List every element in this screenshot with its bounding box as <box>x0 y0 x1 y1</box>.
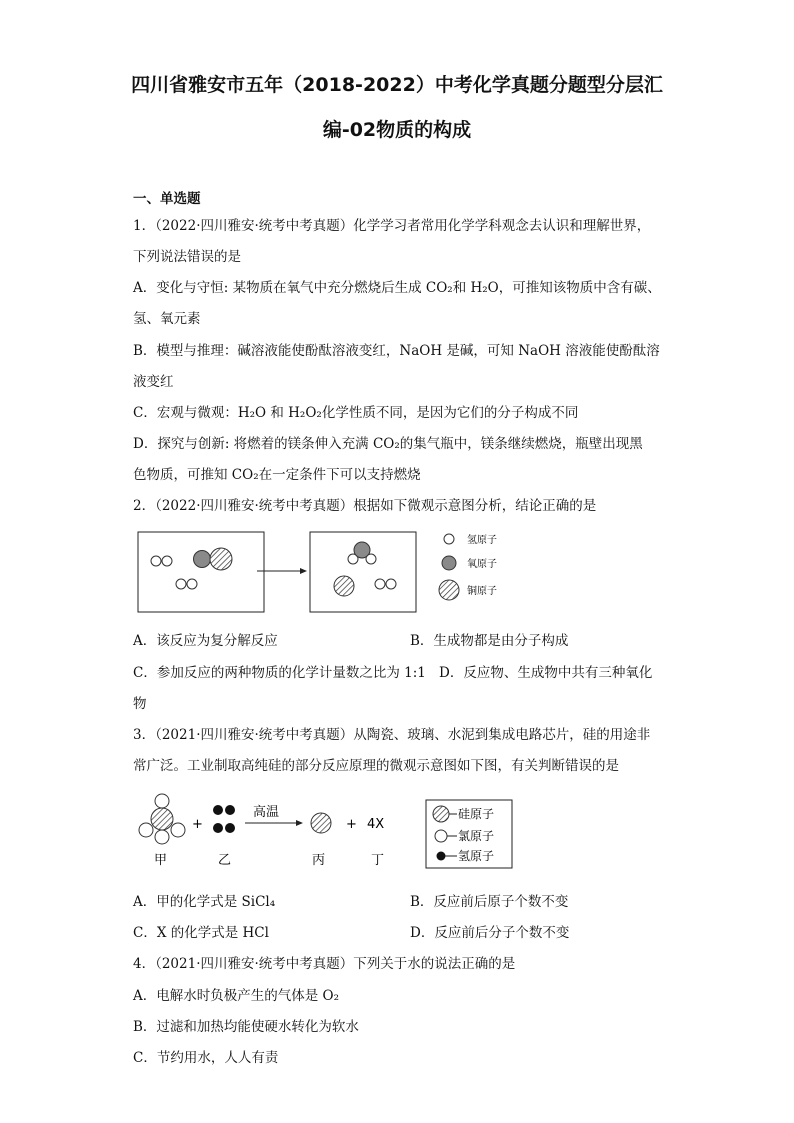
q1-option-c: C．宏观与微观：H₂O 和 H₂O₂化学性质不同，是因为它们的分子构成不同 <box>133 405 579 421</box>
q1-option-a-line1: A．变化与守恒: 某物质在氧气中充分燃烧后生成 CO₂和 H₂O，可推知该物质中含有碳、 <box>133 280 661 296</box>
q1-stem-line2: 下列说法错误的是 <box>133 249 241 265</box>
plus-sign: + <box>192 817 203 832</box>
reaction-condition: 高温 <box>253 805 280 820</box>
q3-option-a: A．甲的化学式是 SiCl₄ <box>133 894 276 910</box>
q3-stem-line1: 3．（2021·四川雅安·统考中考真题）从陶瓷、玻璃、水泥到集成电路芯片，硅的用途非 <box>133 727 651 743</box>
reactants-box <box>138 532 264 612</box>
hydrogen-atom <box>375 579 385 589</box>
copper-atom <box>334 576 354 596</box>
q3-option-c: C．X 的化学式是 HCl <box>133 925 269 941</box>
hydrogen-atom <box>225 823 235 833</box>
legend-hydrogen-icon <box>437 852 446 861</box>
hydrogen-atom <box>213 823 223 833</box>
q2-stem: 2．（2022·四川雅安·统考中考真题）根据如下微观示意图分析，结论正确的是 <box>133 498 597 514</box>
silicon-atom <box>151 808 173 830</box>
chlorine-atom <box>171 823 185 837</box>
legend-hydrogen-label: 氢原子 <box>458 849 495 863</box>
label-yi: 乙 <box>218 853 232 868</box>
hydrogen-atom <box>366 554 376 564</box>
legend-chlorine-icon <box>435 830 447 842</box>
document-title-line1: 四川省雅安市五年（2018-2022）中考化学真题分题型分层汇 <box>131 74 663 96</box>
q2-option-b: B．生成物都是由分子构成 <box>410 633 569 649</box>
q1-option-b-line2: 液变红 <box>133 374 174 390</box>
hydrogen-atom <box>176 579 186 589</box>
q1-stem-line1: 1．（2022·四川雅安·统考中考真题）化学学习者常用化学学科观念去认识和理解世界， <box>133 218 651 234</box>
q3-micro-diagram <box>130 790 530 878</box>
section-heading: 一、单选题 <box>133 191 201 207</box>
q4-option-c: C．节约用水，人人有责 <box>133 1050 279 1066</box>
hydrogen-atom <box>213 805 223 815</box>
q1-option-d-line2: 色物质，可推知 CO₂在一定条件下可以支持燃烧 <box>133 467 421 483</box>
q4-stem: 4．（2021·四川雅安·统考中考真题）下列关于水的说法正确的是 <box>133 956 516 972</box>
hydrogen-atom <box>386 579 396 589</box>
label-bing: 丙 <box>312 853 326 868</box>
oxygen-atom <box>194 551 211 568</box>
q3-stem-line2: 常广泛。工业制取高纯硅的部分反应原理的微观示意图如下图，有关判断错误的是 <box>133 758 619 774</box>
q2-option-a: A．该反应为复分解反应 <box>133 633 278 649</box>
legend-copper-label: 铜原子 <box>467 586 497 597</box>
hydrogen-atom <box>151 556 161 566</box>
copper-atom <box>210 548 232 570</box>
hydrogen-atom <box>187 579 197 589</box>
q4-option-b: B．过滤和加热均能使硬水转化为软水 <box>133 1019 359 1035</box>
legend-hydrogen-label: 氢原子 <box>467 535 497 546</box>
chlorine-atom <box>155 830 169 844</box>
legend-oxygen-icon <box>442 556 456 570</box>
label-jia: 甲 <box>154 853 168 868</box>
silicon-atom <box>311 813 331 833</box>
q1-option-b-line1: B．模型与推理：碱溶液能使酚酞溶液变红，NaOH 是碱，可知 NaOH 溶液能使酚酞溶 <box>133 343 660 359</box>
q2-option-d-line1: D．反应物、生成物中共有三种氧化 <box>439 665 653 681</box>
q4-option-a: A．电解水时负极产生的气体是 O₂ <box>133 988 340 1004</box>
q3-option-b: B．反应前后原子个数不变 <box>410 894 569 910</box>
chlorine-atom <box>139 823 153 837</box>
q2-option-d-line2: 物 <box>133 696 147 712</box>
plus-sign: + <box>346 817 357 832</box>
q2-option-c: C．参加反应的两种物质的化学计量数之比为 1:1 <box>133 665 426 681</box>
legend-oxygen-label: 氧原子 <box>467 559 497 570</box>
q1-option-d-line1: D．探究与创新: 将燃着的镁条伸入充满 CO₂的集气瓶中，镁条继续燃烧，瓶壁出现黑 <box>133 436 643 452</box>
four-x-label: 4X <box>367 817 385 832</box>
label-ding: 丁 <box>371 853 385 868</box>
hydrogen-atom <box>162 556 172 566</box>
chlorine-atom <box>155 794 169 808</box>
reaction-arrow <box>296 820 303 826</box>
q3-option-d: D．反应前后分子个数不变 <box>410 925 570 941</box>
legend-hydrogen-icon <box>444 534 454 544</box>
q2-micro-diagram <box>130 525 510 617</box>
hydrogen-atom <box>225 805 235 815</box>
legend-copper-icon <box>439 580 459 600</box>
legend-chlorine-label: 氯原子 <box>458 829 495 843</box>
q1-option-a-line2: 氢、氧元素 <box>133 311 201 327</box>
legend-silicon-label: 硅原子 <box>458 807 495 821</box>
legend-silicon-icon <box>433 806 449 822</box>
document-title-line2: 编-02物质的构成 <box>322 119 472 141</box>
reaction-arrow <box>300 568 307 574</box>
